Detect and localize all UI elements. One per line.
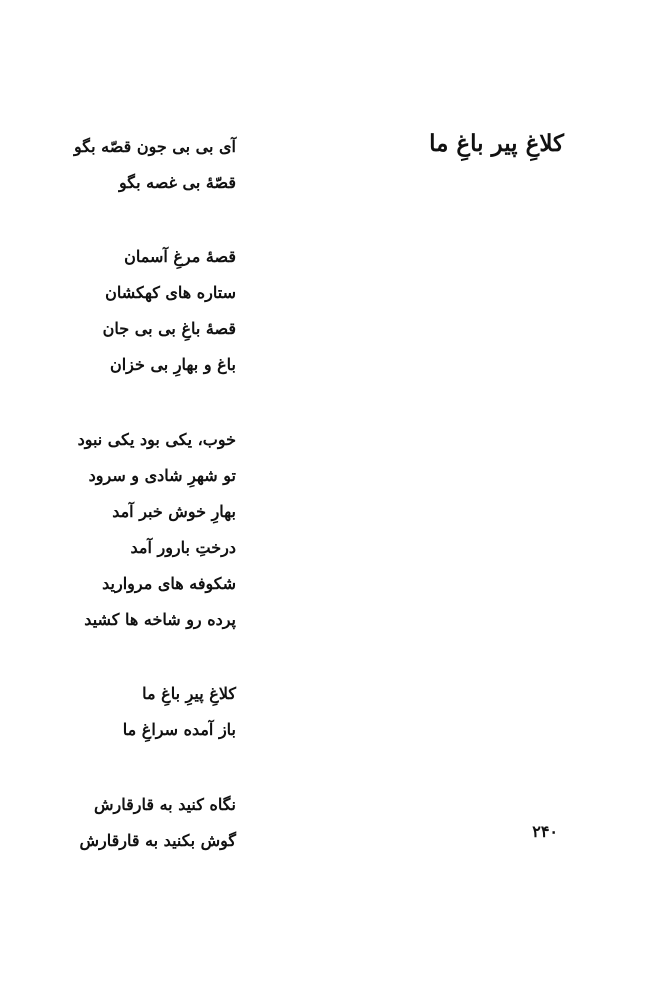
poem-line: باز آمده سراغِ ما <box>122 720 236 739</box>
poem-line: تو شهرِ شادی و سرود <box>88 466 236 485</box>
poem-line: قصهٔ مرغِ آسمان <box>124 247 236 266</box>
stanza-4 <box>36 676 236 748</box>
page-number: ۲۴۰ <box>532 822 558 841</box>
stanza-1 <box>36 129 236 201</box>
stanza-5 <box>36 787 236 859</box>
poem-line: پرده رو شاخه ها کشید <box>84 610 236 629</box>
poem-line: درختِ بارور آمد <box>130 538 236 557</box>
stanza-2 <box>36 239 236 383</box>
poem-line: قصهٔ باغِ بی بی جان <box>102 319 236 338</box>
poem-line: شکوفه های مروارید <box>102 574 236 593</box>
poem-line: گوش بکنید به قارقارش <box>79 831 236 850</box>
stanza-3 <box>36 422 236 638</box>
poem-line: ستاره های کهکشان <box>105 283 236 302</box>
poem-title: کلاغِ پیر باغِ ما <box>429 130 564 157</box>
poem-line: بهارِ خوش خبر آمد <box>112 502 236 521</box>
poem-line: نگاه کنید به قارقارش <box>94 795 236 814</box>
poem-line: باغ و بهارِ بی خزان <box>109 355 236 374</box>
poem-line: قصّهٔ بی غصه بگو <box>119 173 236 192</box>
poem-line: کلاغِ پیرِ باغِ ما <box>142 684 236 703</box>
poem-line: آی بی بی جون قصّه بگو <box>74 137 236 156</box>
poem-line: خوب، یکی بود یکی نبود <box>77 430 236 449</box>
